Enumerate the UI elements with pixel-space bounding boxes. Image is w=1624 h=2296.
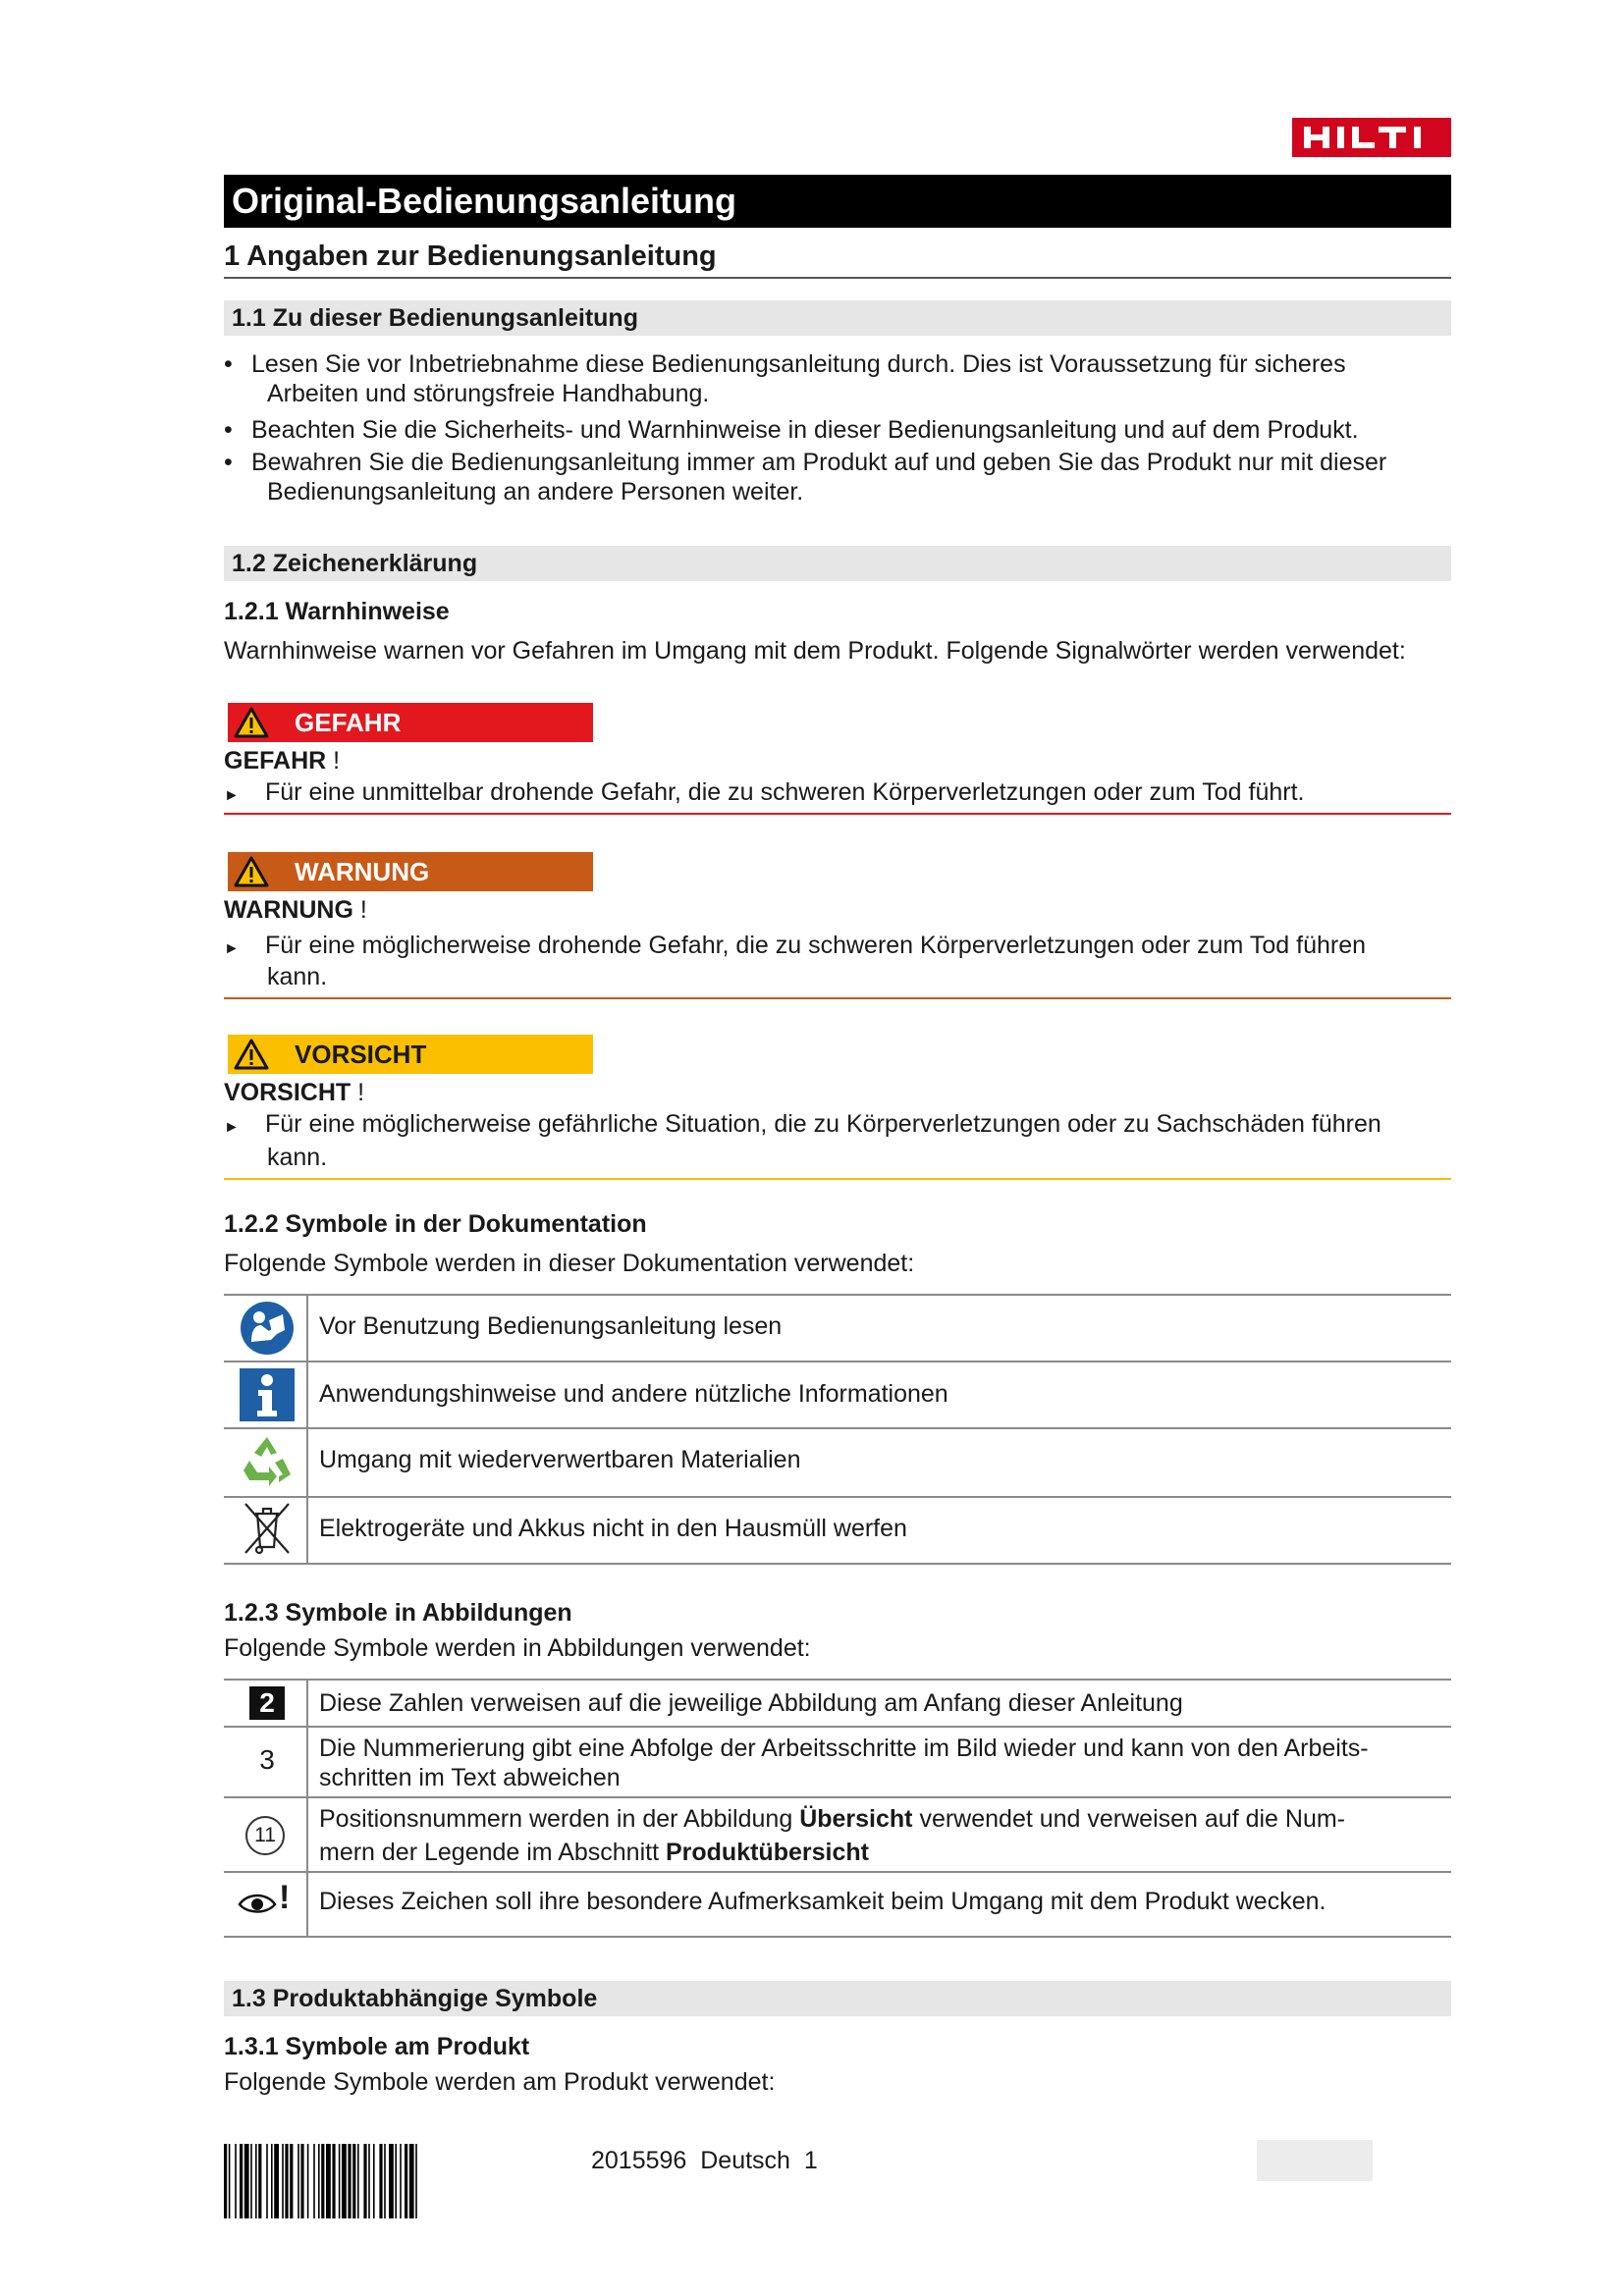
attention-mark: ! (279, 1879, 291, 1916)
section-1-2-3-heading: 1.2.3 Symbole in Abbildungen (224, 1599, 572, 1627)
signal-vorsicht (228, 1035, 593, 1074)
bullet-item: • Lesen Sie vor Inbetriebnahme diese Bedienungsanleitung durch. Dies ist Voraussetzung für sicheres (224, 350, 1346, 378)
doc-symbols-intro: Folgende Symbole werden in dieser Dokumentation verwendet: (224, 1250, 915, 1277)
divider (224, 997, 1451, 999)
figure-number-symbol: 2 (249, 1686, 285, 1720)
table-line (224, 1726, 1451, 1728)
product-symbols-intro: Folgende Symbole werden am Produkt verwendet: (224, 2068, 776, 2096)
bullet-item: • Beachten Sie die Sicherheits- und Warnhinweise in dieser Bedienungsanleitung und auf dem Produkt. (224, 416, 1359, 444)
warning-triangle-icon (234, 707, 269, 738)
signal-description-cont: kann. (267, 963, 328, 990)
table-cell-text: Elektrogeräte und Akkus nicht in den Hausmüll werfen (319, 1515, 907, 1542)
signal-description-cont: kann. (267, 1144, 328, 1171)
figure-symbols-intro: Folgende Symbole werden in Abbildungen verwendet: (224, 1634, 811, 1662)
section-1-heading: 1 Angaben zur Bedienungsanleitung (224, 240, 1451, 279)
info-icon (240, 1368, 295, 1421)
table-cell-text: Anwendungshinweise und andere nützliche Informationen (319, 1380, 948, 1408)
signal-label: GEFAHR (295, 708, 402, 737)
signal-warnung (228, 852, 593, 891)
signal-label: VORSICHT (295, 1040, 427, 1069)
read-manual-icon (240, 1301, 295, 1356)
table-cell-text: Vor Benutzung Bedienungsanleitung lesen (319, 1312, 783, 1340)
table-cell-text: Umgang mit wiederverwertbaren Materialien (319, 1446, 801, 1473)
table-line (224, 1936, 1451, 1938)
signal-word-line: VORSICHT ! (224, 1079, 365, 1106)
eye-icon (238, 1889, 277, 1916)
table-line (224, 1496, 1451, 1498)
table-line (224, 1361, 1451, 1362)
hilti-logo (1292, 118, 1451, 157)
table-separator (306, 1294, 308, 1563)
table-separator (306, 1679, 308, 1936)
section-1-3-1-heading: 1.3.1 Symbole am Produkt (224, 2033, 530, 2060)
table-line (224, 1871, 1451, 1873)
crossed-bin-icon (240, 1500, 295, 1559)
signal-description: ► Für eine unmittelbar drohende Gefahr, die zu schweren Körperverletzungen oder zum Tod führt. (224, 778, 1305, 806)
signal-description: ► Für eine möglicherweise gefährliche Situation, die zu Körperverletzungen oder zu Sachschäden führen (224, 1110, 1381, 1138)
section-1-2-1-heading: 1.2.1 Warnhinweise (224, 598, 450, 625)
section-1-3-heading: 1.3 Produktabhängige Symbole (224, 1981, 1451, 2016)
footer-info: 2015596 Deutsch 1 (591, 2147, 818, 2174)
signal-gefahr (228, 703, 593, 742)
recycle-icon (240, 1433, 295, 1488)
table-cell-text: schritten im Text abweichen (319, 1764, 621, 1791)
section-1-2-2-heading: 1.2.2 Symbole in der Dokumentation (224, 1210, 647, 1238)
table-line (224, 1563, 1451, 1565)
table-cell-text: Positionsnummern werden in der Abbildung Übersicht verwendet und verweisen auf die Num- (319, 1805, 1346, 1833)
table-line (224, 1427, 1451, 1429)
table-cell-text: mern der Legende im Abschnitt Produktübersicht (319, 1839, 869, 1866)
table-line (224, 1679, 1451, 1681)
section-1-1-heading: 1.1 Zu dieser Bedienungsanleitung (224, 300, 1451, 336)
bullet-item: • Bewahren Sie die Bedienungsanleitung immer am Produkt auf und geben Sie das Produkt nur mit dieser (224, 449, 1387, 476)
signal-word-line: WARNUNG ! (224, 896, 367, 924)
step-number-symbol: 3 (259, 1744, 275, 1775)
barcode (224, 2144, 562, 2218)
table-line (224, 1294, 1451, 1296)
footer-box (1257, 2140, 1373, 2181)
warnings-intro: Warnhinweise warnen vor Gefahren im Umgang mit dem Produkt. Folgende Signalwörter werden verwendet: (224, 637, 1406, 665)
divider (224, 1178, 1451, 1180)
table-cell-text: Dieses Zeichen soll ihre besondere Aufmerksamkeit beim Umgang mit dem Produkt wecken. (319, 1888, 1326, 1915)
table-line (224, 1796, 1451, 1798)
table-cell-text: Die Nummerierung gibt eine Abfolge der Arbeitsschritte im Bild wieder und kann von den Arbeits- (319, 1735, 1369, 1762)
warning-triangle-icon (234, 1039, 269, 1070)
signal-word-line: GEFAHR ! (224, 747, 341, 774)
table-cell-text: Diese Zahlen verweisen auf die jeweilige Abbildung am Anfang dieser Anleitung (319, 1689, 1183, 1717)
position-number-symbol: 11 (245, 1816, 285, 1855)
divider (224, 813, 1451, 815)
warning-triangle-icon (234, 856, 269, 887)
document-title: Original-Bedienungsanleitung (224, 175, 1451, 228)
signal-label: WARNUNG (295, 857, 430, 886)
signal-description: ► Für eine möglicherweise drohende Gefahr, die zu schweren Körperverletzungen oder zum Tod führen (224, 932, 1367, 959)
bullet-item-cont: Bedienungsanleitung an andere Personen weiter. (267, 478, 804, 506)
bullet-item-cont: Arbeiten und störungsfreie Handhabung. (267, 380, 710, 407)
section-1-2-heading: 1.2 Zeichenerklärung (224, 546, 1451, 581)
